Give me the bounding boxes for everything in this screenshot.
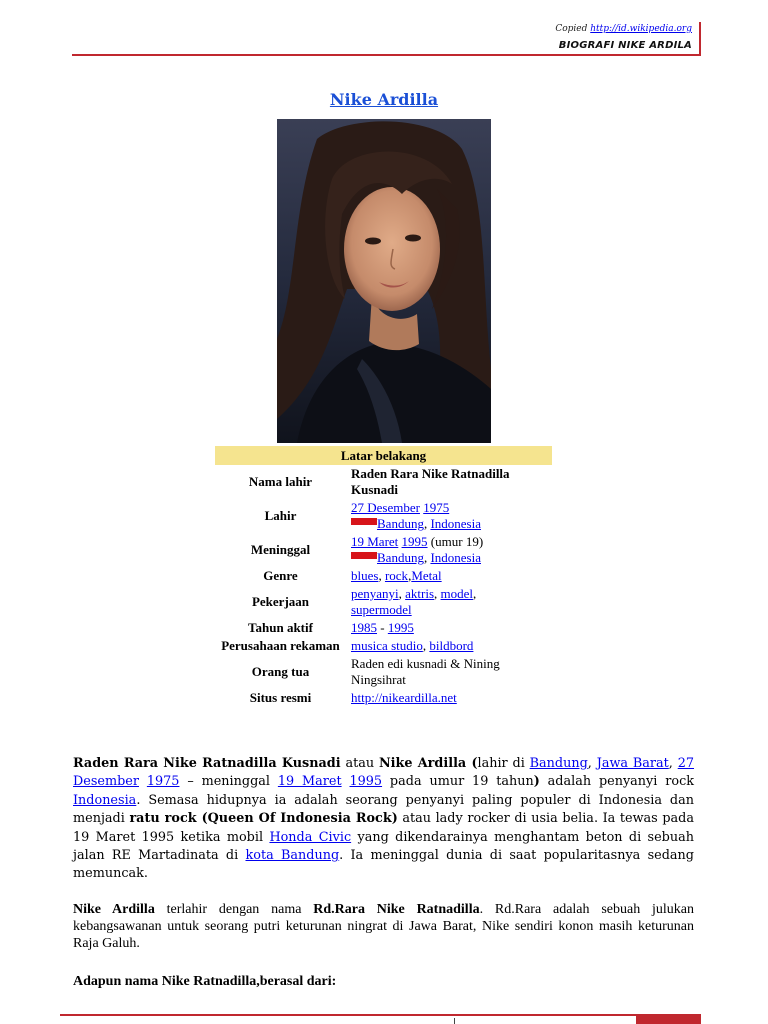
birth-country-link[interactable]: Indonesia bbox=[430, 516, 481, 531]
honda-civic-link[interactable]: Honda Civic bbox=[269, 829, 352, 845]
death-date-link[interactable]: 19 Maret bbox=[351, 534, 399, 549]
portrait-photo bbox=[277, 119, 491, 443]
infobox-value bbox=[346, 533, 552, 567]
birth-name-paragraph bbox=[73, 901, 694, 952]
infobox-value: musica studio, bildbord bbox=[351, 638, 474, 653]
alias-name: Nike Ardilla ( bbox=[378, 756, 478, 771]
full-name: Raden Rara Nike Ratnadilla Kusnadi bbox=[73, 756, 341, 771]
infobox-row-orang-tua bbox=[215, 655, 552, 689]
infobox-label: Meninggal bbox=[250, 542, 311, 557]
jawa-barat-link[interactable]: Jawa Barat bbox=[596, 756, 669, 771]
infobox-heading: Latar belakang bbox=[215, 446, 552, 465]
infobox-row-perusahaan bbox=[215, 637, 552, 655]
birth-year-link[interactable]: 1975 bbox=[146, 774, 180, 790]
header-divider-vertical bbox=[699, 22, 701, 56]
text: , bbox=[587, 756, 597, 771]
birth-date-link[interactable]: 27 Desember bbox=[73, 756, 694, 790]
text: . Semasa hidupnya ia adalah seorang penyanyi paling populer di Indonesia dan menjadi bbox=[73, 792, 694, 827]
death-date-link[interactable]: 19 Maret bbox=[277, 774, 342, 790]
infobox-row-pekerjaan bbox=[215, 585, 552, 619]
text: . Ia meninggal dunia di saat popularitasnya sedang memuncak. bbox=[73, 848, 694, 882]
genre-link[interactable]: blues bbox=[351, 568, 379, 583]
infobox-label: Pekerjaan bbox=[251, 594, 310, 609]
website-link[interactable]: http://nikeardilla.net bbox=[351, 690, 457, 705]
separator: , bbox=[423, 516, 431, 531]
death-year-link[interactable]: 1995 bbox=[349, 774, 383, 790]
text: adalah penyanyi rock bbox=[539, 774, 694, 790]
text: , bbox=[668, 756, 678, 771]
genre-link[interactable]: rock bbox=[384, 568, 409, 583]
infobox-value bbox=[346, 499, 552, 533]
text: – meninggal bbox=[179, 774, 278, 790]
ratu-rock-title: ratu rock (Queen Of Indonesia Rock) bbox=[129, 811, 398, 827]
bandung-link[interactable]: Bandung bbox=[529, 756, 588, 771]
infobox-value bbox=[346, 619, 552, 637]
indonesia-flag-icon bbox=[351, 518, 377, 525]
header-divider bbox=[72, 54, 701, 56]
copied-label: Copied bbox=[555, 24, 588, 34]
infobox-row-lahir bbox=[215, 499, 552, 533]
separator: , bbox=[423, 550, 431, 565]
infobox-value: Raden Rara Nike Ratnadilla Kusnadi bbox=[351, 466, 510, 497]
occupation-link[interactable]: supermodel bbox=[351, 602, 412, 617]
text: yang dikendarainya menghantam beton di sebuah jalan RE Martadinata di bbox=[73, 829, 694, 864]
portrait-illustration bbox=[277, 119, 491, 443]
footer-divider-vertical bbox=[454, 1018, 455, 1024]
occupation-link[interactable]: penyanyi bbox=[351, 586, 399, 601]
infobox-label: Orang tua bbox=[251, 664, 310, 679]
birth-city-link[interactable]: Bandung bbox=[377, 516, 424, 531]
indonesia-link[interactable]: Indonesia bbox=[73, 792, 137, 808]
label-link[interactable]: bildbord bbox=[429, 638, 474, 653]
page-title bbox=[0, 90, 768, 109]
infobox-value: penyanyi, aktris, model, supermodel bbox=[351, 586, 477, 617]
footer-divider bbox=[60, 1014, 701, 1016]
genre-link[interactable]: Metal bbox=[411, 568, 442, 583]
label-link[interactable]: musica studio bbox=[351, 638, 423, 653]
birth-date-link[interactable]: 27 Desember bbox=[351, 500, 420, 515]
infobox-label: Situs resmi bbox=[249, 690, 312, 705]
birth-year-link[interactable]: 1975 bbox=[423, 500, 450, 515]
death-age: (umur 19) bbox=[427, 534, 484, 549]
infobox-value: blues, rock,Metal bbox=[351, 568, 442, 583]
kota-bandung-link[interactable]: kota Bandung bbox=[245, 848, 340, 864]
text: atau bbox=[340, 756, 379, 771]
infobox-heading-row bbox=[215, 446, 552, 465]
infobox-label: Perusahaan rekaman bbox=[221, 638, 340, 653]
occupation-link[interactable]: aktris bbox=[405, 586, 435, 601]
text bbox=[139, 774, 147, 789]
intro-paragraph bbox=[73, 755, 694, 884]
infobox-value: Raden edi kusnadi & Nining Ningsihrat bbox=[351, 656, 500, 687]
text: . Rd.Rara adalah sebuah julukan kebangsawanan untuk seorang putri keturunan ningrat di Jawa Barat, Nike sendiri konon masih keturunan Raja Galuh. bbox=[73, 902, 694, 951]
page-title-link[interactable]: Nike Ardilla bbox=[329, 90, 439, 109]
text: lahir di bbox=[477, 756, 530, 771]
infobox-value bbox=[346, 689, 552, 707]
infobox-table bbox=[215, 446, 552, 707]
header-title: BIOGRAFI NIKE ARDILA bbox=[558, 40, 692, 51]
section-heading: Adapun nama Nike Ratnadilla,berasal dari: bbox=[73, 974, 337, 989]
death-place bbox=[351, 550, 550, 566]
infobox-label: Genre bbox=[263, 568, 298, 583]
header-source bbox=[555, 24, 692, 34]
name: Nike Ardilla bbox=[73, 902, 155, 917]
indonesia-flag-icon bbox=[351, 552, 377, 559]
infobox-row-nama-lahir bbox=[215, 465, 552, 499]
birth-name: Rd.Rara Nike Ratnadilla bbox=[313, 902, 480, 917]
infobox-row-tahun-aktif bbox=[215, 619, 552, 637]
infobox-row-situs bbox=[215, 689, 552, 707]
death-country-link[interactable]: Indonesia bbox=[430, 550, 481, 565]
text: ) bbox=[533, 774, 540, 790]
occupation-link[interactable]: model bbox=[440, 586, 474, 601]
infobox-row-meninggal bbox=[215, 533, 552, 567]
infobox-label: Lahir bbox=[264, 508, 297, 523]
text: terlahir dengan nama bbox=[154, 902, 314, 917]
separator: - bbox=[377, 620, 388, 635]
active-to-link[interactable]: 1995 bbox=[387, 620, 414, 635]
death-year-link[interactable]: 1995 bbox=[401, 534, 428, 549]
infobox-label: Tahun aktif bbox=[248, 620, 313, 635]
active-from-link[interactable]: 1985 bbox=[351, 620, 377, 635]
infobox-label: Nama lahir bbox=[248, 474, 313, 489]
text: atau lady rocker di usia belia. Ia tewas pada 19 Maret 1995 ketika mobil bbox=[73, 811, 694, 845]
text: pada umur 19 tahun bbox=[382, 774, 534, 790]
birth-place bbox=[351, 516, 550, 532]
death-city-link[interactable]: Bandung bbox=[377, 550, 424, 565]
infobox-row-genre bbox=[215, 567, 552, 585]
source-link[interactable]: http://id.wikipedia.org bbox=[590, 24, 692, 34]
footer-page-marker bbox=[636, 1016, 701, 1024]
